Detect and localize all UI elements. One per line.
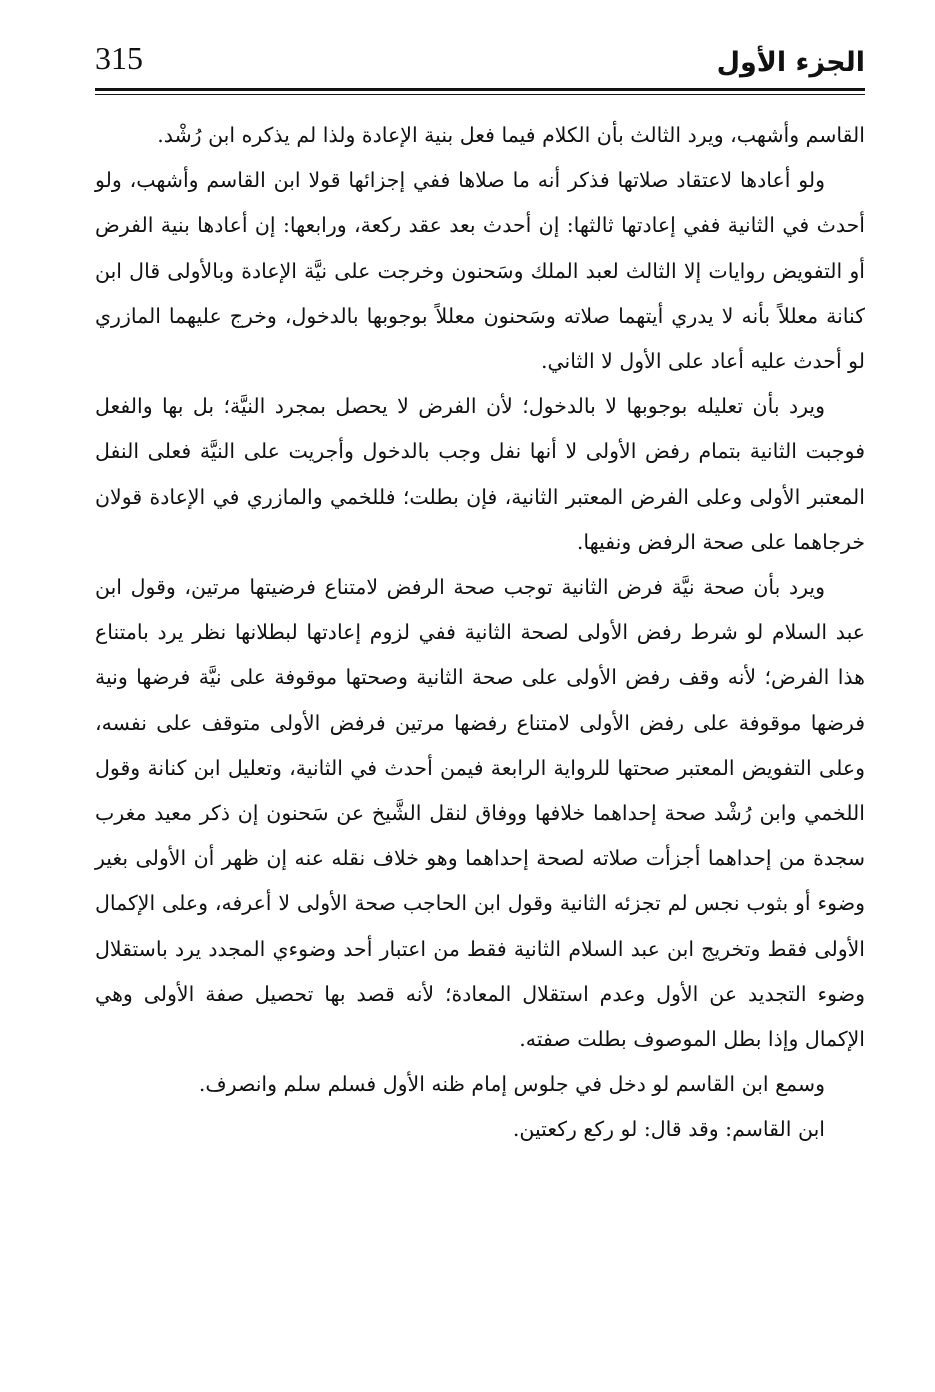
- page-body: [95, 113, 865, 1153]
- page-header: [95, 38, 865, 88]
- paragraph-6: ابن القاسم: وقد قال: لو ركع ركعتين.: [512, 1117, 825, 1142]
- header-divider-thin: [95, 94, 865, 95]
- paragraph-3: ويرد بأن تعليله بوجوبها لا بالدخول؛ لأن الفرض لا يحصل بمجرد النيَّة؛ بل بها والفعل فوجبت الثانية بتمام رفض الأولى لا أنها نفل وجب بالدخول وأجريت على النيَّة فعلى النفل المعتبر الأولى وعلى الفرض المعتبر الثانية، فإن بطلت؛ فللخمي والمازري في الإعادة قولان خرجاهما على صحة الرفض ونفيها.: [95, 394, 865, 554]
- paragraph-1: القاسم وأشهب، ويرد الثالث بأن الكلام فيما فعل بنية الإعادة ولذا لم يذكره ابن رُشْد.: [157, 123, 865, 147]
- paragraph-5: وسمع ابن القاسم لو دخل في جلوس إمام ظنه الأول فسلم سلم وانصرف.: [198, 1072, 825, 1097]
- section-title: الجزء الأول: [716, 47, 865, 78]
- paragraph-2: ولو أعادها لاعتقاد صلاتها فذكر أنه ما صلاها ففي إجزائها قولا ابن القاسم وأشهب، ولو أحدث في الثانية ففي إعادتها ثالثها: إن أحدث بعد عقد ركعة، ورابعها: إن أعادها بنية الفرض أو التفويض روايات إلا الثالث لعبد الملك وسَحنون وخرجت على نيَّة الإعادة وبالأولى قال ابن كنانة معللاً بأنه لا يدري أيتهما صلاته وسَحنون معللاً بوجوبها بالدخول، وخرج عليهما المازري لو أحدث عليه أعاد على الأول لا الثاني.: [95, 168, 865, 374]
- page-number: 315: [95, 40, 143, 76]
- paragraph-4: ويرد بأن صحة نيَّة فرض الثانية توجب صحة الرفض لامتناع فرضيتها مرتين، وقول ابن عبد السلام لو شرط رفض الأولى لصحة الثانية ففي لزوم إعادتها لبطلانها نظر يرد بامتناع هذا الفرض؛ لأنه وقف رفض الأولى على صحة الثانية وصحتها موقوفة على نيَّة فرضها ونية فرضها موقوفة على رفض الأولى لامتناع رفضها مرتين فرفض الأولى متوقف على نفسه، وعلى التفويض المعتبر صحتها للرواية الرابعة فيمن أحدث في الثانية، وتعليل ابن كنانة وقول اللخمي وابن رُشْد صحة إحداهما خلافها ووفاق لنقل الشَّيخ عن سَحنون إن ذكر معيد مغرب سجدة من إحداهما أجزأت صلاته لصحة إحداهما وهو خلاف نقله عنه إن ظهر أن الأولى بغير وضوء أو بثوب نجس لم تجزئه الثانية وقول ابن الحاجب صحة الأولى لا أعرفه، وعلى الإكمال الأولى فقط وتخريج ابن عبد السلام الثانية فقط من اعتبار أحد وضوءي المجدد يرد باستقلال وضوء التجديد عن الأول وعدم استقلال المعادة؛ لأنه قصد بها تحصيل صفة الأولى وهي الإكمال وإذا بطل الموصوف بطلت صفته.: [95, 575, 865, 1052]
- header-divider: [95, 88, 865, 91]
